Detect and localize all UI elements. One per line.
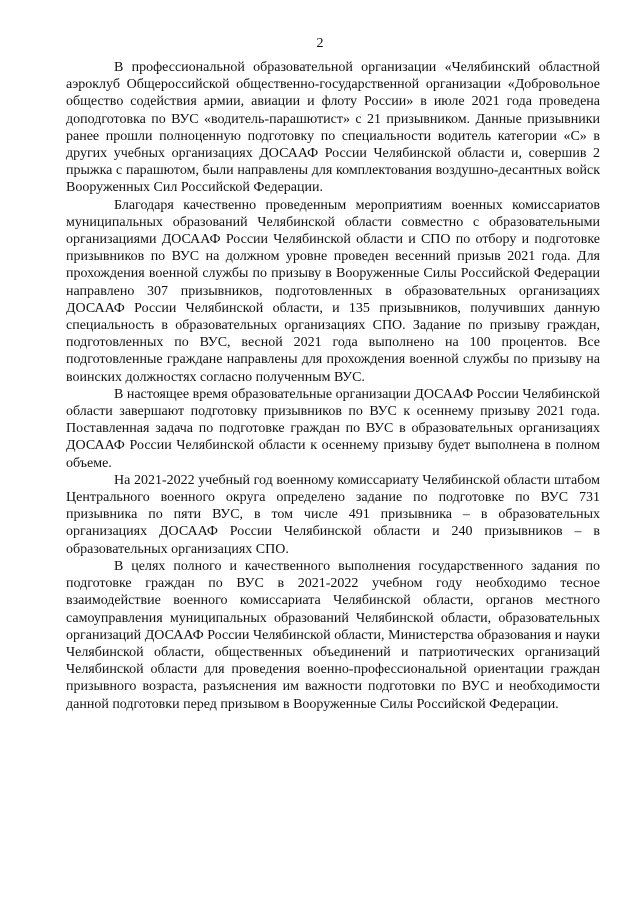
- paragraph-spring-draft: Благодаря качественно проведенным мероприятиям военных комиссариатов муниципальных образований Челябинской области совместно с образовательными организациями ДОСААФ России Челябинской области и СПО по отбору и подготовке призывников по ВУС на должном уровне проведен весенний призыв 2021 года. Для прохождения военной службы по призыву в Вооруженные Силы Российской Федерации направлено 307 призывников, подготовленных в образовательных организациях ДОСААФ России Челябинской области, и 135 призывников, получивших данную специальность в образовательных организациях СПО. Задание по призыву граждан, подготовленных по ВУС, весной 2021 года выполнено на 100 процентов. Все подготовленные граждане направлены для прохождения военной службы по призыву на воинских должностях согласно полученным ВУС.: [66, 197, 600, 385]
- page-number: 2: [316, 36, 324, 51]
- paragraph-aeroclub: В профессиональной образовательной организации «Челябинский областной аэроклуб Общероссийской общественно-государственной организации «Добровольное общество содействия армии, авиации и флоту России» в июле 2021 года проведена доподготовка по ВУС «водитель-парашютист» с 21 призывником. Данные призывники ранее прошли полноценную подготовку по специальности водитель категории «С» в других учебных организациях ДОСААФ России Челябинской области и, совершив 2 прыжка с парашютом, были направлены для комплектования воздушно-десантных войск Вооруженных Сил Российской Федерации.: [66, 60, 600, 196]
- paragraph-autumn-draft: В настоящее время образовательные организации ДОСААФ России Челябинской области завершают подготовку призывников по ВУС к осеннему призыву 2021 года. Поставленная задача по подготовке граждан по ВУС в образовательных организациях ДОСААФ России Челябинской области к осеннему призыву будет выполнена в полном объеме.: [66, 386, 600, 471]
- paragraph-academic-year-task: На 2021-2022 учебный год военному комиссариату Челябинской области штабом Центрального военного округа определено задание по подготовке по ВУС 731 призывника по пяти ВУС, в том числе 491 призывника – в образовательных организациях ДОСААФ России Челябинской области и 240 призывников – в образовательных организациях СПО.: [66, 472, 600, 557]
- document-body: [66, 59, 600, 713]
- paragraph-cooperation: В целях полного и качественного выполнения государственного задания по подготовке граждан по ВУС в 2021-2022 учебном году необходимо тесное взаимодействие военного комиссариата Челябинской области, органов местного самоуправления муниципальных образований Челябинской области, образовательных организаций ДОСААФ России Челябинской области, Министерства образования и науки Челябинской области, общественных объединений и патриотических организаций Челябинской области для проведения военно-профессиональной ориентации граждан призывного возраста, разъяснения им важности подготовки по ВУС и необходимости данной подготовки перед призывом в Вооруженные Силы Российской Федерации.: [66, 558, 600, 712]
